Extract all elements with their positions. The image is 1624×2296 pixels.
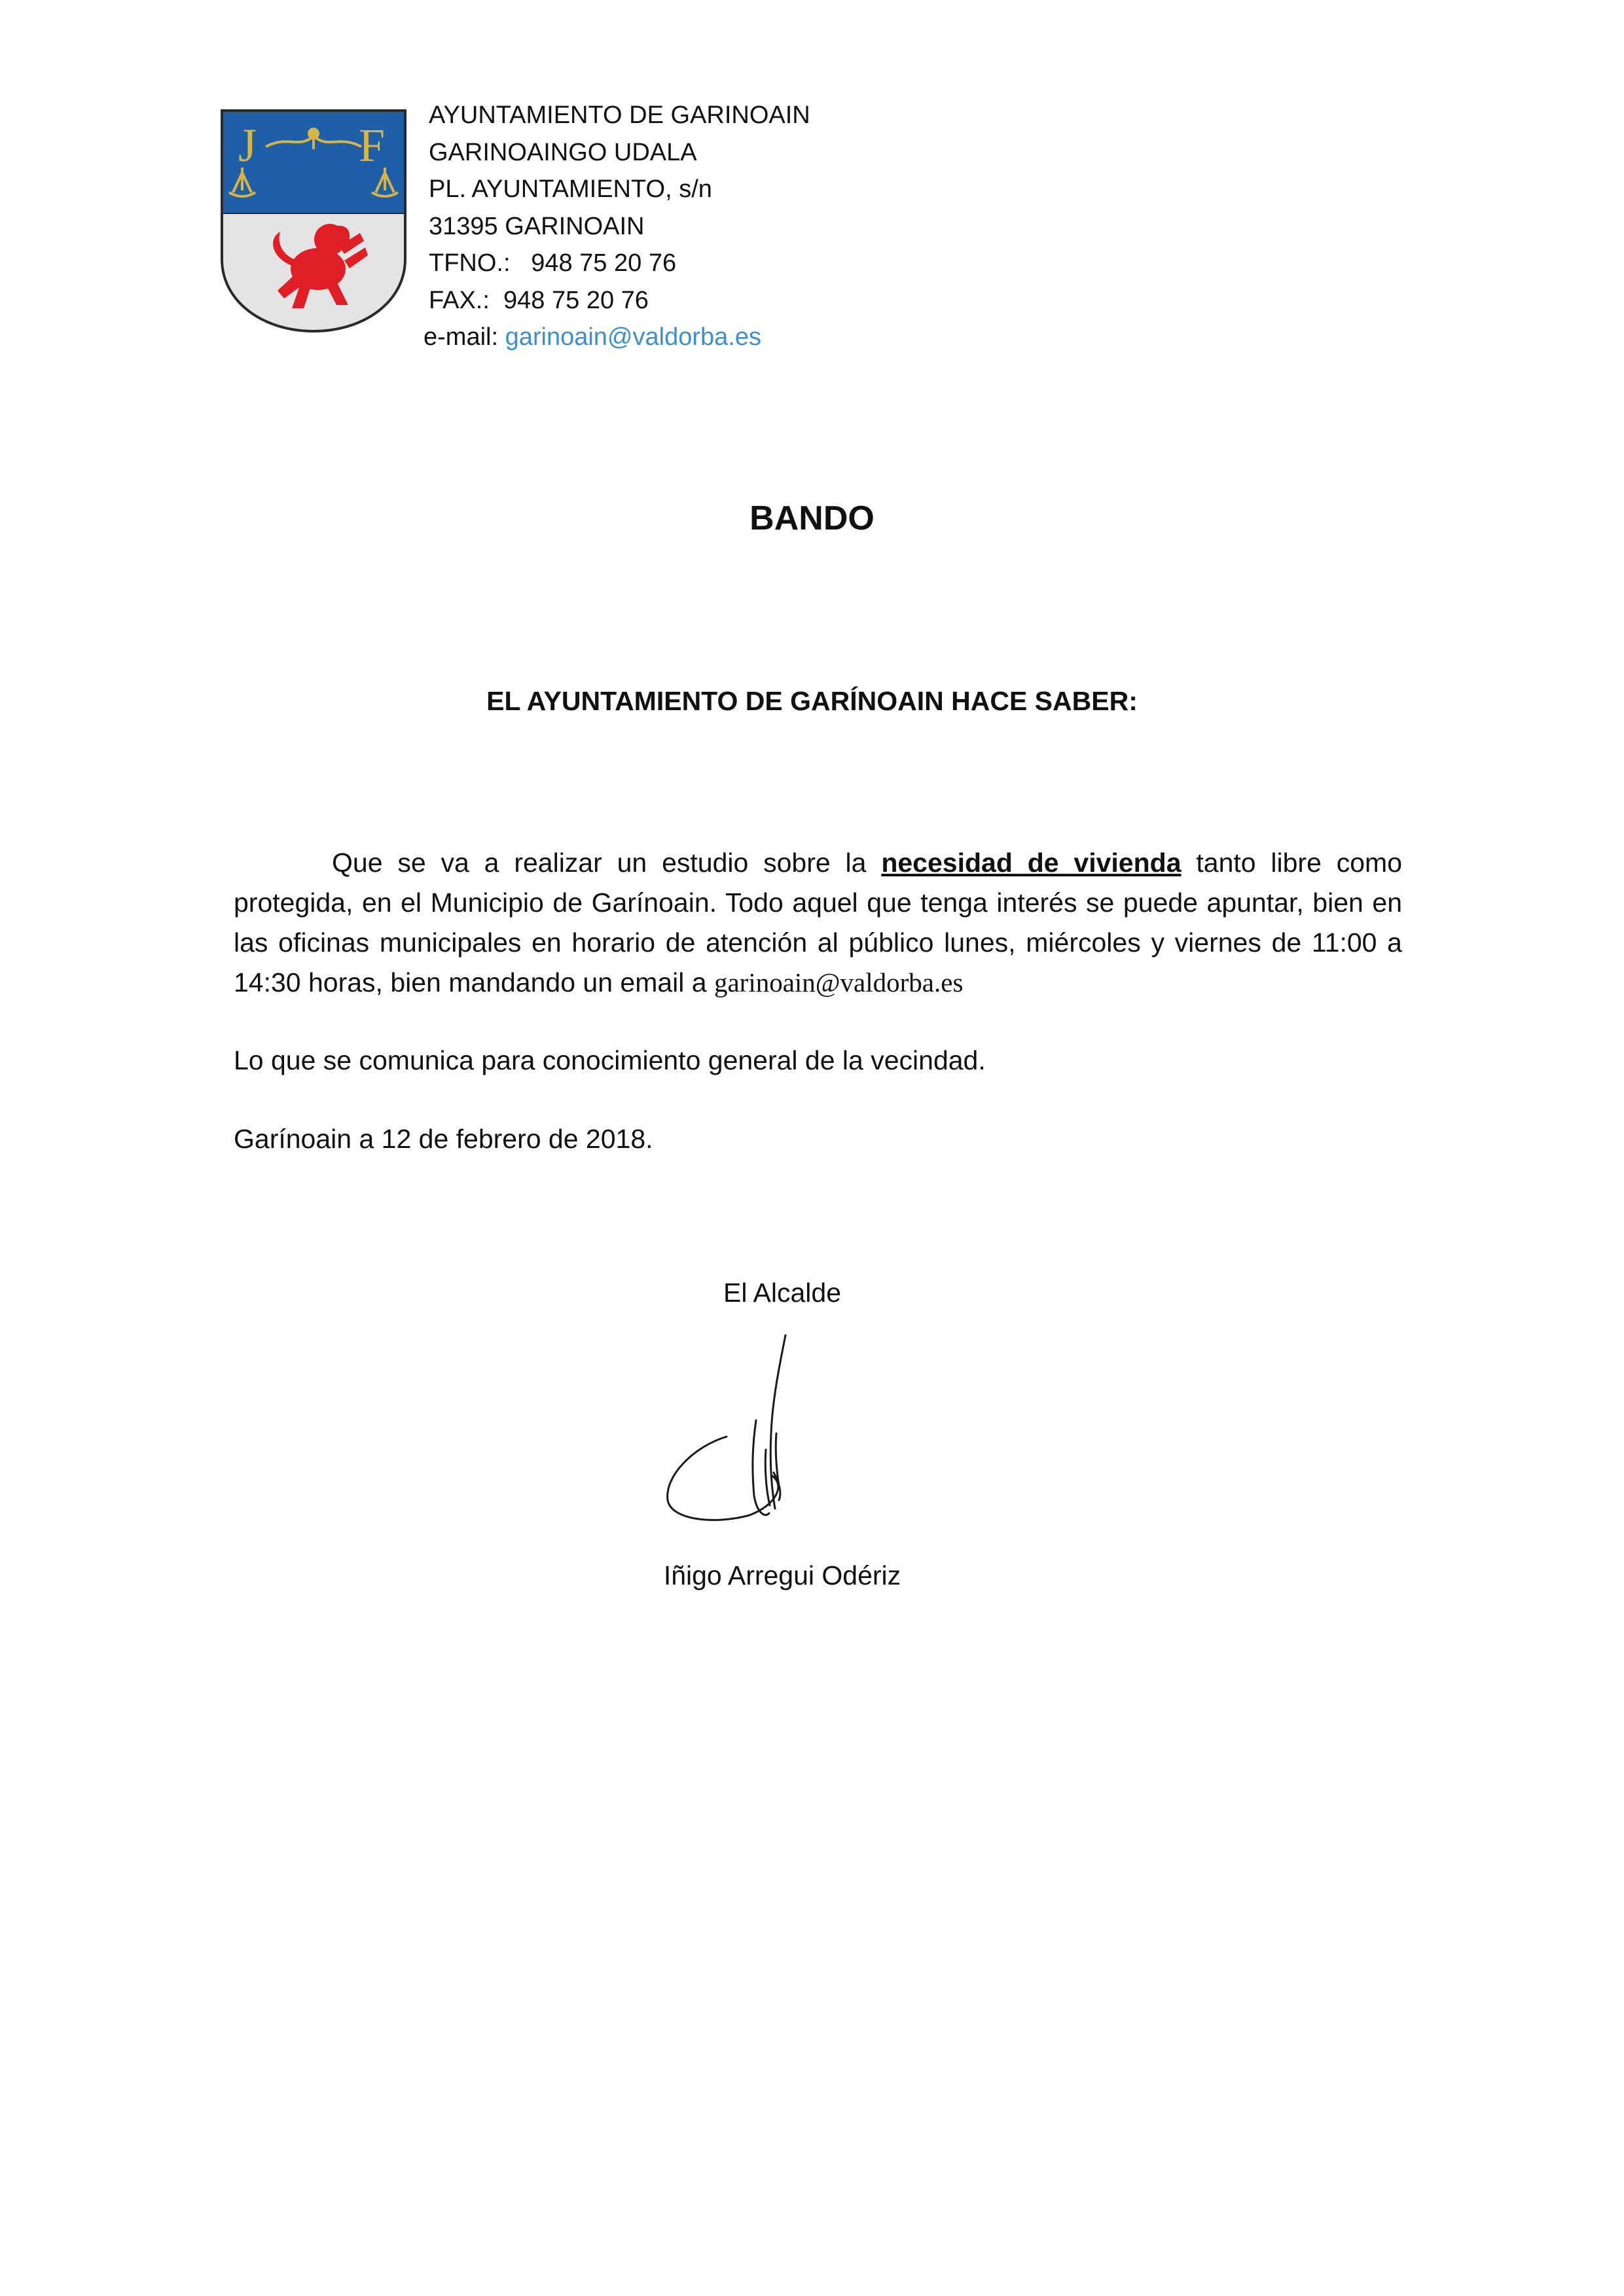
svg-text:F: F [359, 119, 386, 171]
paragraph-text-continued: tanto libre como protegida, en el Municipio de Garínoain. Todo aquel que tenga interés se puede apuntar, bien en las oficinas municipales en horario de atención al público lunes, miércoles y viernes de 11:00 a 14:30 horas, bien mandando un email a [234, 848, 1403, 997]
letterhead-line-postal: 31395 GARINOAIN [429, 212, 645, 240]
announcement-heading: EL AYUNTAMIENTO DE GARÍNOAIN HACE SABER: [486, 686, 1138, 716]
document-title: BANDO [749, 499, 875, 537]
announcement-paragraph [234, 843, 1402, 1003]
paragraph-text-start: Que se va a realizar un estudio sobre la [332, 848, 882, 878]
paragraph-email: garinoain@valdorba.es [713, 967, 964, 997]
closing-paragraph: Lo que se comunica para conocimiento general de la vecindad. [234, 1045, 986, 1075]
emphasis-housing-need: necesidad de vivienda [881, 848, 1182, 878]
email-link[interactable]: garinoain@valdorba.es [505, 323, 761, 351]
email-label: e-mail: [424, 323, 505, 351]
letterhead-line-street: PL. AYUNTAMIENTO, s/n [429, 175, 712, 203]
letterhead-line-basque-name: GARINOAINGO UDALA [429, 138, 697, 166]
letterhead-address [424, 97, 810, 356]
svg-text:J: J [238, 119, 257, 171]
date-line: Garínoain a 12 de febrero de 2018. [234, 1124, 653, 1154]
letterhead-line-email [424, 319, 810, 356]
coat-of-arms-logo [220, 109, 407, 334]
signatory-title: El Alcalde [723, 1278, 842, 1308]
letterhead-line-fax: FAX.: 948 75 20 76 [429, 286, 649, 314]
signatory-name: Iñigo Arregui Odériz [663, 1560, 901, 1590]
letterhead-line-phone: TFNO.: 948 75 20 76 [429, 249, 677, 277]
handwritten-signature [655, 1329, 825, 1538]
letterhead-line-organization: AYUNTAMIENTO DE GARINOAIN [429, 101, 810, 129]
